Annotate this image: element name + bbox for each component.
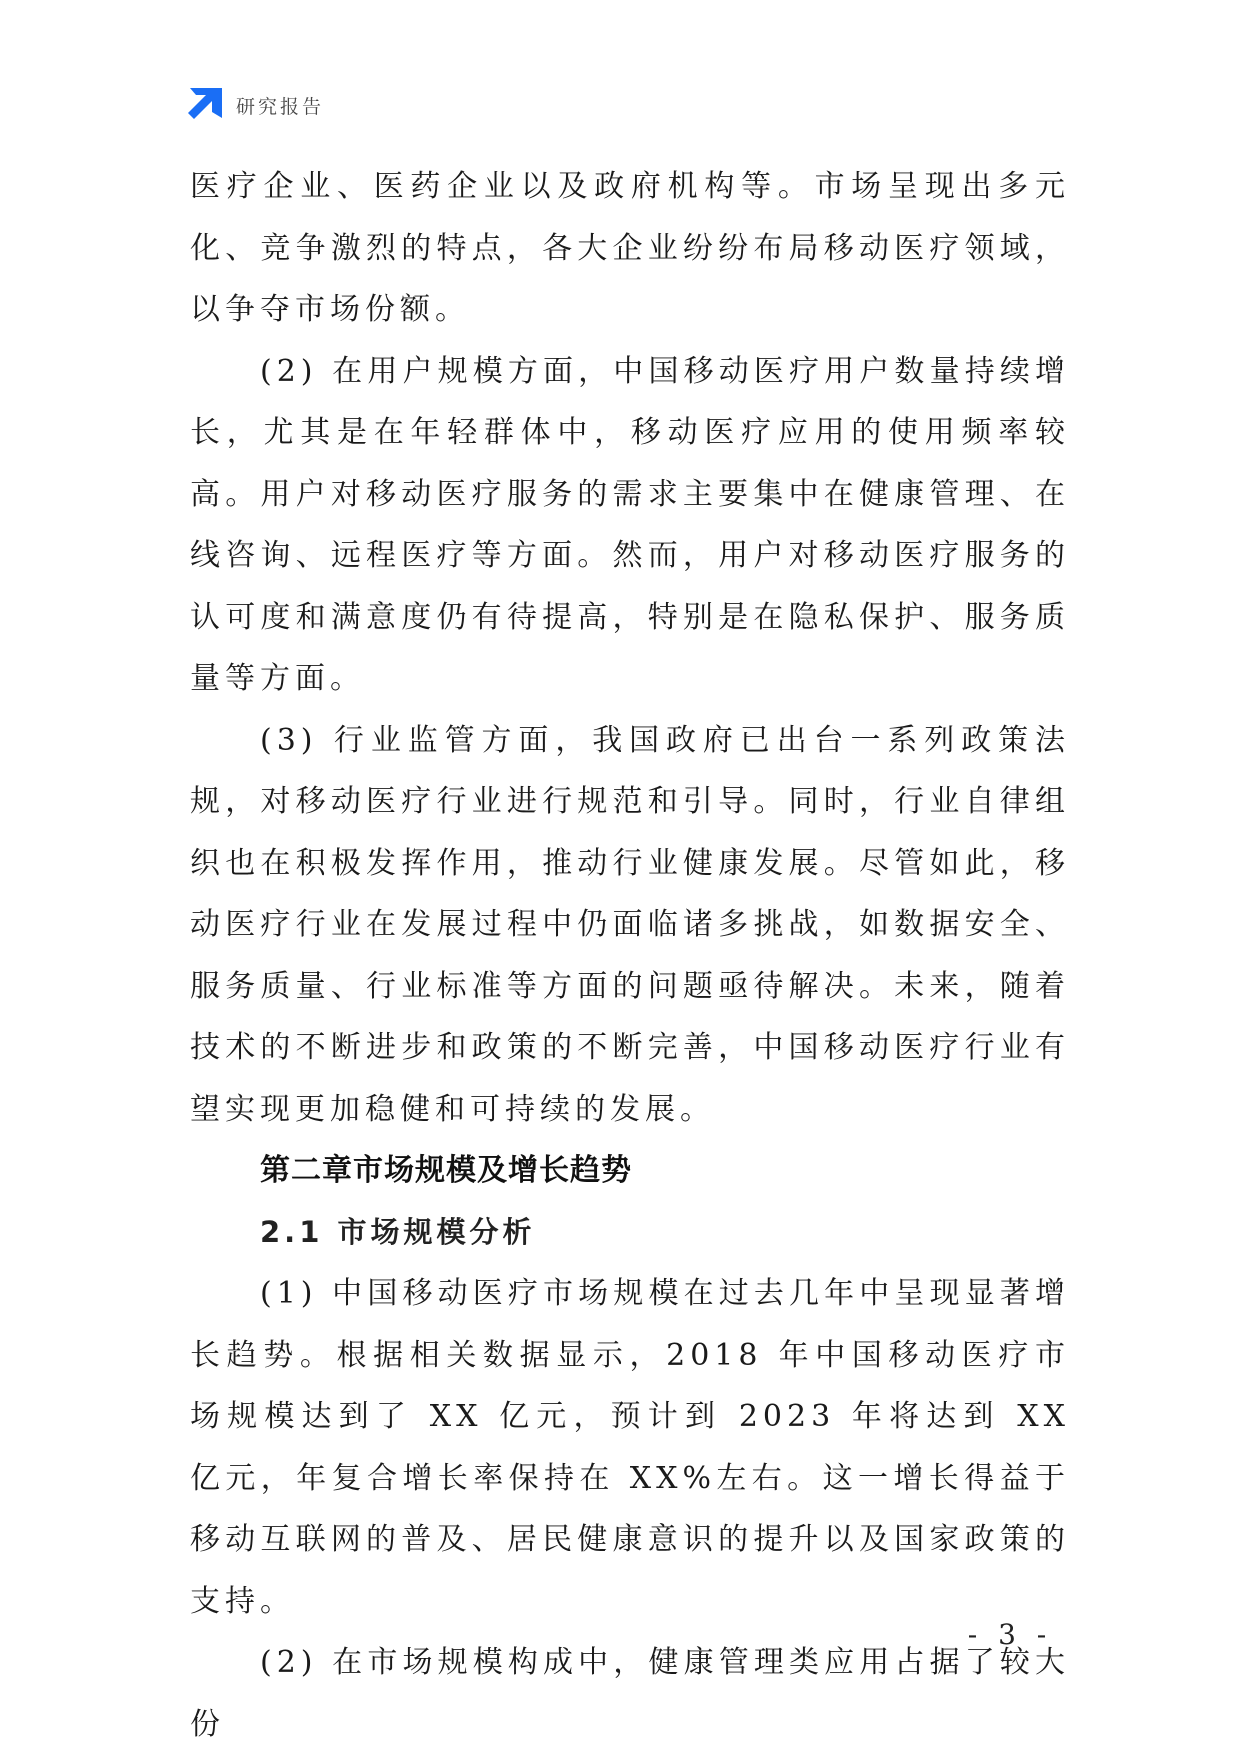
paragraph-user-scale: (2) 在用户规模方面，中国移动医疗用户数量持续增长，尤其是在年轻群体中，移动医疗应用的使用频率较高。用户对移动医疗服务的需求主要集中在健康管理、在线咨询、远程医疗等方面。然而，用户对移动医疗服务的认可度和满意度仍有待提高，特别是在隐私保护、服务质量等方面。: [190, 353, 1070, 696]
document-body: [190, 156, 1070, 1755]
section-title: 2.1 市场规模分析: [260, 1214, 536, 1249]
paragraph-market-composition: (2) 在市场规模构成中，健康管理类应用占据了较大份: [190, 1645, 1070, 1742]
report-header: [186, 88, 324, 122]
header-title: 研究报告: [236, 95, 325, 118]
paragraph-regulation: (3) 行业监管方面，我国政府已出台一系列政策法规，对移动医疗行业进行规范和引导。同时，行业自律组织也在积极发挥作用，推动行业健康发展。尽管如此，移动医疗行业在发展过程中仍面临诸多挑战，如数据安全、服务质量、行业标准等方面的问题亟待解决。未来，随着技术的不断进步和政策的不断完善，中国移动医疗行业有望实现更加稳健和可持续的发展。: [190, 722, 1070, 1127]
chapter-title: 第二章市场规模及增长趋势: [260, 1153, 632, 1188]
arrow-up-right-icon: [186, 88, 222, 122]
paragraph-market-size: (1) 中国移动医疗市场规模在过去几年中呈现显著增长趋势。根据相关数据显示，2018 年中国移动医疗市场规模达到了 XX 亿元，预计到 2023 年将达到 XX 亿元，年复合增长率保持在 XX%左右。这一增长得益于移动互联网的普及、居民健康意识的提升以及国家政策的支持。: [190, 1276, 1070, 1619]
page-number: - 3 -: [967, 1618, 1053, 1651]
paragraph-continuation: 医疗企业、医药企业以及政府机构等。市场呈现出多元化、竞争激烈的特点，各大企业纷纷布局移动医疗领域，以争夺市场份额。: [190, 169, 1070, 327]
